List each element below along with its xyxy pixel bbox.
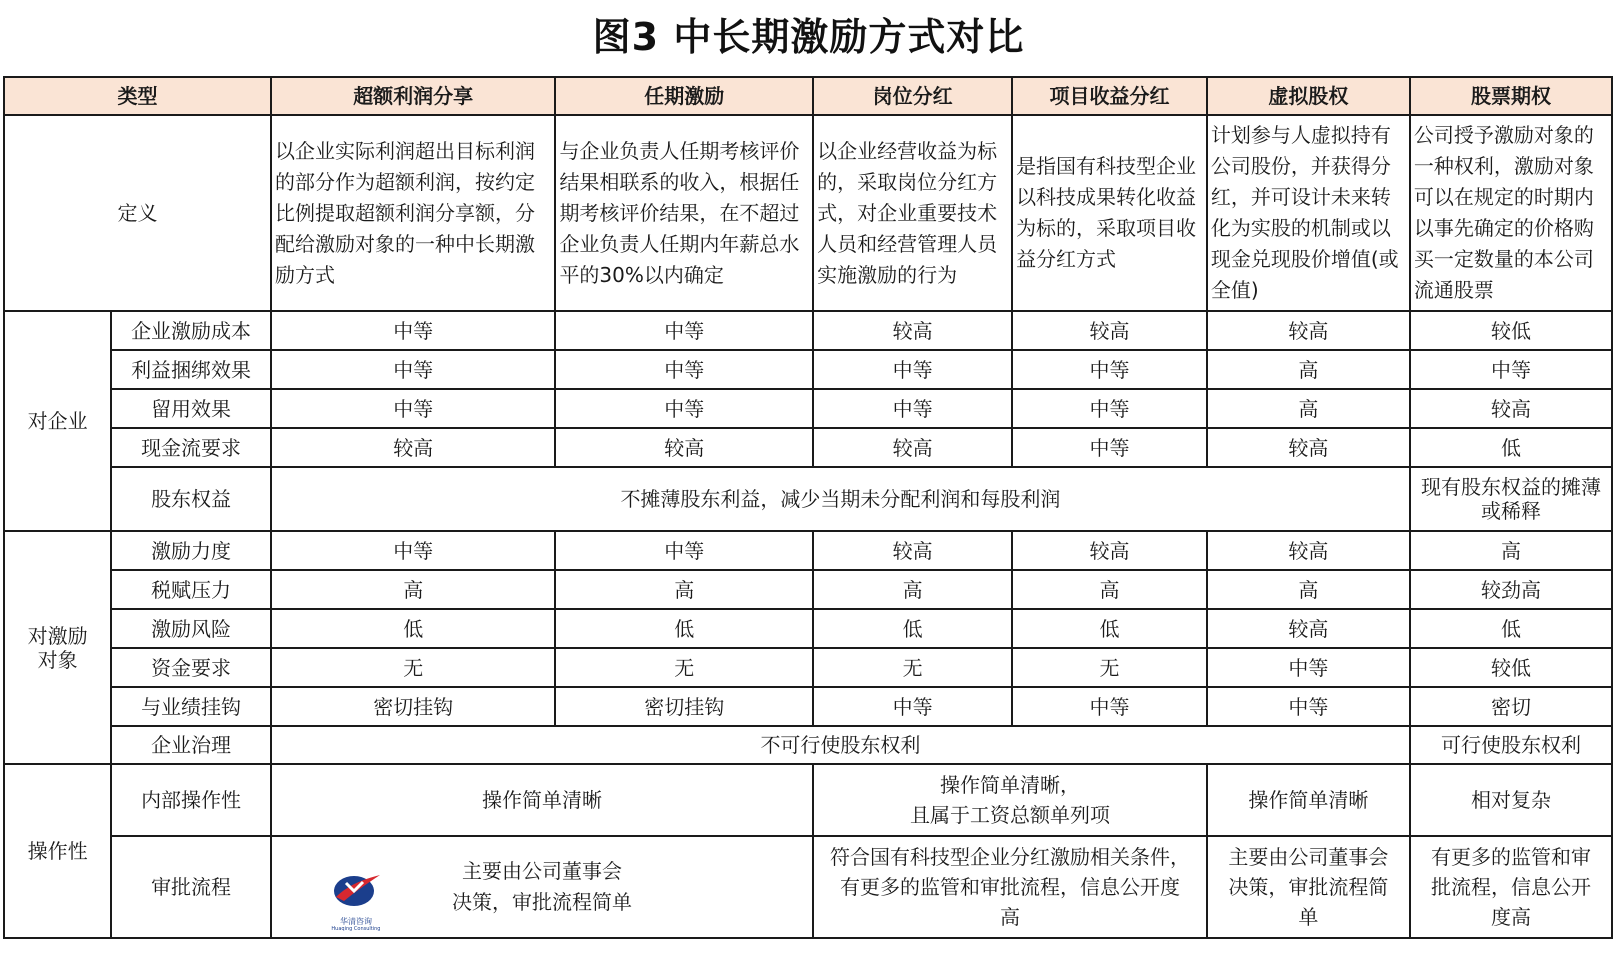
table-cell: 中等	[1012, 428, 1207, 467]
category-operability: 操作性	[4, 764, 111, 938]
table-cell: 密切挂钩	[555, 687, 813, 726]
header-project-dividend: 项目收益分红	[1012, 77, 1207, 115]
table-row	[4, 570, 1612, 609]
header-stock-option: 股票期权	[1410, 77, 1612, 115]
table-row	[4, 836, 1612, 938]
table-cell: 低	[1012, 609, 1207, 648]
table-cell: 较高	[1012, 311, 1207, 350]
table-cell: 中等	[555, 531, 813, 570]
definition-row	[4, 115, 1612, 311]
table-row	[4, 648, 1612, 687]
table-cell: 高	[271, 570, 555, 609]
logo-subtext: Huaqing Consulting	[331, 926, 381, 932]
table-cell: 无	[813, 648, 1012, 687]
table-row	[4, 764, 1612, 836]
approval-text: 主要由公司董事会 决策，审批流程简单	[452, 859, 633, 914]
header-row	[4, 77, 1612, 115]
table-cell: 较高	[1207, 428, 1410, 467]
table-cell: 较高	[1207, 609, 1410, 648]
company-logo	[330, 871, 382, 932]
table-cell: 低	[555, 609, 813, 648]
row-label: 企业激励成本	[111, 311, 271, 350]
table-cell: 中等	[555, 389, 813, 428]
table-cell: 无	[1012, 648, 1207, 687]
table-cell: 可行使股东权利	[1410, 726, 1612, 764]
table-cell: 较高	[813, 311, 1012, 350]
definition-cell: 是指国有科技型企业以科技成果转化收益为标的，采取项目收益分红方式	[1012, 115, 1207, 311]
table-cell: 高	[813, 570, 1012, 609]
row-label: 现金流要求	[111, 428, 271, 467]
table-row	[4, 687, 1612, 726]
table-cell: 中等	[271, 350, 555, 389]
table-cell: 较高	[271, 428, 555, 467]
table-cell: 现有股东权益的摊薄或稀释	[1410, 467, 1612, 531]
header-type: 类型	[4, 77, 271, 115]
table-row	[4, 609, 1612, 648]
definition-cell: 公司授予激励对象的一种权利，激励对象可以在规定的时期内以事先确定的价格购买一定数量的本公司流通股票	[1410, 115, 1612, 311]
merged-cell: 符合国有科技型企业分红激励相关条件， 有更多的监管和审批流程，信息公开度 高	[813, 836, 1207, 938]
table-cell: 较高	[1012, 531, 1207, 570]
table-cell: 高	[1012, 570, 1207, 609]
table-cell: 中等	[1207, 648, 1410, 687]
row-label: 利益捆绑效果	[111, 350, 271, 389]
table-cell: 较高	[813, 428, 1012, 467]
row-label: 税赋压力	[111, 570, 271, 609]
row-label: 股东权益	[111, 467, 271, 531]
table-cell: 中等	[555, 311, 813, 350]
row-label: 与业绩挂钩	[111, 687, 271, 726]
table-cell: 较高	[1207, 531, 1410, 570]
category-enterprise: 对企业	[4, 311, 111, 531]
table-row	[4, 726, 1612, 764]
row-label: 企业治理	[111, 726, 271, 764]
table-cell: 相对复杂	[1410, 764, 1612, 836]
table-cell: 低	[813, 609, 1012, 648]
table-row	[4, 389, 1612, 428]
table-cell: 中等	[1207, 687, 1410, 726]
category-recipient	[4, 531, 111, 764]
row-label: 留用效果	[111, 389, 271, 428]
table-cell: 低	[271, 609, 555, 648]
table-row	[4, 350, 1612, 389]
table-cell: 较低	[1410, 648, 1612, 687]
table-cell: 高	[1410, 531, 1612, 570]
header-excess-profit-sharing: 超额利润分享	[271, 77, 555, 115]
definition-cell: 以企业实际利润超出目标利润的部分作为超额利润，按约定比例提取超额利润分享额，分配给激励对象的一种中长期激励方式	[271, 115, 555, 311]
row-label: 激励力度	[111, 531, 271, 570]
merged-cell: 操作简单清晰	[271, 764, 813, 836]
table-cell: 中等	[813, 350, 1012, 389]
table-cell: 低	[1410, 428, 1612, 467]
merged-cell: 操作简单清晰， 且属于工资总额单列项	[813, 764, 1207, 836]
table-cell: 中等	[271, 311, 555, 350]
definition-cell: 计划参与人虚拟持有公司股份，并获得分红，并可设计未来转化为实股的机制或以现金兑现股价增值(或全值)	[1207, 115, 1410, 311]
table-cell: 高	[1207, 570, 1410, 609]
table-row	[4, 531, 1612, 570]
table-cell: 高	[1207, 389, 1410, 428]
merged-cell: 不摊薄股东利益，减少当期未分配利润和每股利润	[271, 467, 1410, 531]
table-cell: 高	[555, 570, 813, 609]
table-cell: 中等	[555, 350, 813, 389]
table-cell: 较低	[1410, 311, 1612, 350]
table-cell: 较劲高	[1410, 570, 1612, 609]
table-cell: 中等	[1012, 389, 1207, 428]
table-cell: 低	[1410, 609, 1612, 648]
table-row	[4, 428, 1612, 467]
table-cell: 无	[555, 648, 813, 687]
merged-cell: 不可行使股东权利	[271, 726, 1410, 764]
definition-cell: 与企业负责人任期考核评价结果相联系的收入，根据任期考核评价结果，在不超过企业负责人任期内年薪总水平的30%以内确定	[555, 115, 813, 311]
table-cell: 无	[271, 648, 555, 687]
table-cell: 中等	[1410, 350, 1612, 389]
header-position-dividend: 岗位分红	[813, 77, 1012, 115]
table-cell: 较高	[555, 428, 813, 467]
table-cell: 有更多的监管和审 批流程，信息公开 度高	[1410, 836, 1612, 938]
table-cell: 中等	[813, 389, 1012, 428]
row-label: 资金要求	[111, 648, 271, 687]
table-cell: 操作简单清晰	[1207, 764, 1410, 836]
table-cell: 高	[1207, 350, 1410, 389]
row-label: 内部操作性	[111, 764, 271, 836]
table-cell: 较高	[1410, 389, 1612, 428]
header-virtual-equity: 虚拟股权	[1207, 77, 1410, 115]
table-cell: 主要由公司董事会 决策，审批流程简 单	[1207, 836, 1410, 938]
table-row	[4, 467, 1612, 531]
table-row	[4, 311, 1612, 350]
header-tenure-incentive: 任期激励	[555, 77, 813, 115]
table-cell: 较高	[1207, 311, 1410, 350]
table-cell: 中等	[813, 687, 1012, 726]
page-title: 图3 中长期激励方式对比	[592, 15, 1025, 59]
logo-mark-icon	[330, 871, 382, 909]
table-cell: 中等	[1012, 687, 1207, 726]
table-cell: 密切挂钩	[271, 687, 555, 726]
table-cell: 中等	[271, 531, 555, 570]
table-cell: 中等	[271, 389, 555, 428]
table-cell: 密切	[1410, 687, 1612, 726]
logo-text: 华清咨询	[339, 917, 372, 926]
merged-cell	[271, 836, 813, 938]
definition-cell: 以企业经营收益为标的，采取岗位分红方式，对企业重要技术人员和经营管理人员实施激励的行为	[813, 115, 1012, 311]
category-recipient-label: 对激励对象	[27, 623, 88, 672]
row-label-definition: 定义	[4, 115, 271, 311]
row-label: 审批流程	[111, 836, 271, 938]
comparison-table	[3, 76, 1613, 939]
table-cell: 中等	[1012, 350, 1207, 389]
row-label: 激励风险	[111, 609, 271, 648]
table-cell: 较高	[813, 531, 1012, 570]
